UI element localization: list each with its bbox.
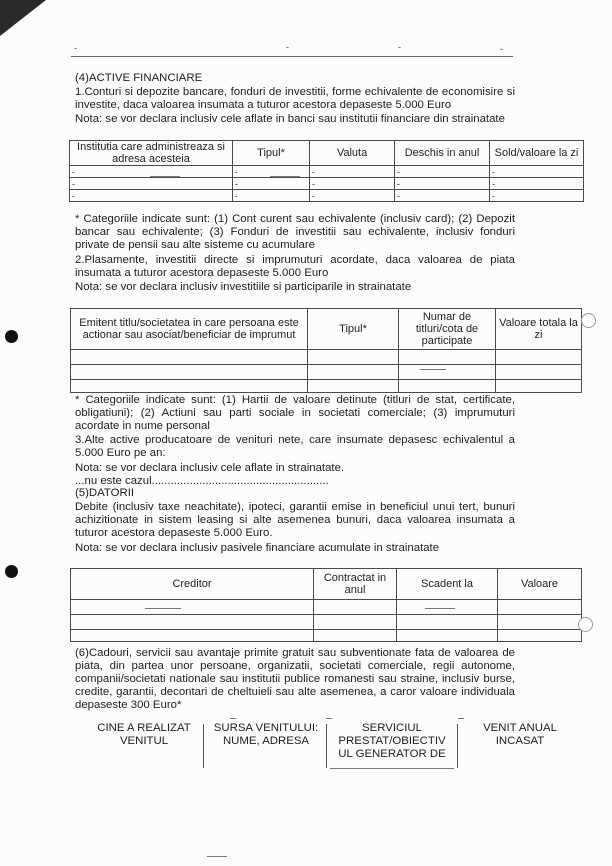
- gifts-col-who: CINE A REALIZAT VENITUL: [97, 722, 191, 747]
- table-cell: [314, 615, 397, 630]
- table-row: [71, 365, 582, 380]
- section4-item1-note: Nota: se vor declara inclusiv cele aflate in banci sau institutii financiare din strainatate: [75, 113, 505, 125]
- table-row: [70, 178, 584, 190]
- gifts-col-income: VENIT ANUAL INCASAT: [483, 722, 557, 747]
- table-cell: [399, 350, 496, 365]
- table-cell: [496, 350, 582, 365]
- table-row: [71, 350, 582, 365]
- col-header-issuer: Emitent titlu/societatea in care persoana este actionar sau asociat/beneficiar de imprumut: [71, 309, 308, 350]
- accounts-footnote: * Categoriile indicate sunt: (1) Cont curent sau echivalente (inclusiv card); (2) Depozit bancar sau echivalente; (3) Fonduri de investitii sau echivalente, inclusiv fonduri private de pensii sau alte sisteme cu acumulare: [75, 213, 515, 251]
- table-cell: [71, 380, 308, 393]
- investments-footnote: * Categoriile indicate sunt: (1) Hartii de valoare detinute (titluri de stat, certificate, obligatiuni); (2) Actiuni sau parti sociale in societati comerciale; (3) imprumuturi acordate in nume personal: [75, 394, 515, 432]
- table-cell: -: [233, 178, 310, 190]
- section5-title: (5)DATORII: [75, 487, 135, 499]
- col-header-creditor: Creditor: [71, 569, 314, 600]
- table-cell: [399, 380, 496, 393]
- table-cell: [399, 365, 496, 380]
- section4-item2-heading: 2.Plasamente, investitii directe si imprumuturi acordate, daca valoarea de piata insumata a tuturor acestora depaseste 5.000 Euro: [75, 254, 515, 279]
- top-row-dash: -: [74, 43, 77, 53]
- top-row-dash: -: [398, 42, 401, 52]
- table-cell: [397, 630, 498, 642]
- table-cell: -: [490, 178, 584, 190]
- top-row-dash: -: [500, 44, 503, 54]
- handwritten-stroke: [420, 369, 446, 370]
- handwritten-stroke: [145, 608, 181, 609]
- table-cell: -: [395, 190, 490, 202]
- table-cell: -: [395, 166, 490, 178]
- section4-item3-note: Nota: se vor declara inclusiv cele aflate in strainatate.: [75, 462, 345, 474]
- table-cell: -: [310, 190, 395, 202]
- col-header-total-value: Valoare totala la zi: [496, 309, 582, 350]
- bottom-mark: [207, 856, 227, 857]
- gifts-col-divider: [457, 724, 458, 768]
- table-cell: -: [310, 178, 395, 190]
- table-cell: [71, 615, 314, 630]
- table-cell: [397, 615, 498, 630]
- table-cell: [71, 630, 314, 642]
- table-top-tick: [326, 718, 332, 719]
- handwritten-stroke: [425, 608, 455, 609]
- binder-hole: [5, 565, 18, 578]
- col-header-contracted-year: Contractat in anul: [314, 569, 397, 600]
- table-cell: [71, 365, 308, 380]
- table-row: [71, 630, 582, 642]
- table-cell: [496, 365, 582, 380]
- gifts-col-service: SERVICIUL PRESTAT/OBIECTIV UL GENERATOR DE: [338, 722, 446, 760]
- punch-ring: [581, 313, 596, 328]
- table-cell: -: [70, 178, 233, 190]
- table-cell: -: [70, 190, 233, 202]
- section4-item2-note: Nota: se vor declara inclusiv investitiile si participarile in strainatate: [75, 281, 412, 293]
- table-cell: -: [70, 166, 233, 178]
- table-cell: [308, 380, 399, 393]
- section6-body: (6)Cadouri, servicii sau avantaje primite gratuit sau subventionate fata de valoarea de piata, din partea unor persoane, organizatii, societati comerciale, regii autonome, companii/societati nationale sau institutii publice romanesti sau straine, inclusiv burse, credite, garantii, decontari de cheltuieli sau alte asemenea, a caror valoare individuala depaseste 300 Euro*: [75, 647, 515, 711]
- table-cell: -: [233, 190, 310, 202]
- debts-table: [70, 568, 582, 642]
- col-header-opened-year: Deschis in anul: [395, 141, 490, 166]
- binder-hole: [5, 330, 18, 343]
- col-header-institution: Institutia care administreaza si adresa acesteia: [70, 141, 233, 166]
- table-cell: -: [490, 190, 584, 202]
- table-cell: [496, 380, 582, 393]
- col-header-currency: Valuta: [310, 141, 395, 166]
- investments-table: [70, 308, 582, 393]
- section4-item3-answer: ...nu este cazul........................................................: [75, 475, 329, 487]
- table-row: [70, 190, 584, 202]
- table-row: [71, 380, 582, 393]
- section5-note: Nota: se vor declara inclusiv pasivele financiare acumulate in strainatate: [75, 542, 440, 554]
- gifts-col-divider: [203, 724, 204, 768]
- accounts-table: [69, 140, 584, 202]
- table-cell: -: [490, 166, 584, 178]
- table-cell: [397, 600, 498, 615]
- col-header-due: Scadent la: [397, 569, 498, 600]
- gifts-col-bottom: [330, 768, 454, 769]
- table-cell: -: [395, 178, 490, 190]
- table-cell: [498, 615, 582, 630]
- gifts-col-source: SURSA VENITULUI: NUME, ADRESA: [213, 722, 319, 747]
- table-top-tick: [458, 718, 464, 719]
- col-header-value: Valoare: [498, 569, 582, 600]
- col-header-shares: Numar de titluri/cota de participate: [399, 309, 496, 350]
- col-header-type: Tipul*: [233, 141, 310, 166]
- table-cell: [314, 630, 397, 642]
- table-cell: [498, 600, 582, 615]
- table-row: [71, 615, 582, 630]
- col-header-balance: Sold/valoare la zi: [490, 141, 584, 166]
- table-top-tick: [230, 718, 236, 719]
- section5-body: Debite (inclusiv taxe neachitate), ipoteci, garantii emise in beneficiul unui tert, bunuri achizitionate in sistem leasing si alte asemenea bunuri, daca valoarea insumata a tuturor acestora depaseste 5.000 Euro.: [75, 501, 515, 539]
- folded-corner: [0, 0, 46, 36]
- table-cell: [308, 350, 399, 365]
- table-row: [70, 166, 584, 178]
- top-row-dash: -: [286, 42, 289, 52]
- handwritten-stroke: [270, 176, 300, 177]
- table-cell: [498, 630, 582, 642]
- punch-ring: [578, 617, 593, 632]
- table-cell: -: [233, 166, 310, 178]
- table-cell: -: [310, 166, 395, 178]
- table-row: [71, 600, 582, 615]
- table-cell: [308, 365, 399, 380]
- top-table-border: [71, 56, 513, 57]
- section4-item1-heading: 1.Conturi si depozite bancare, fonduri de investitii, forme echivalente de economisire si investite, daca valoarea insumata a tuturor acestora depaseste 5.000 Euro: [75, 86, 515, 111]
- handwritten-stroke: [150, 176, 180, 177]
- table-cell: [71, 600, 314, 615]
- section4-title: (4)ACTIVE FINANCIARE: [75, 72, 203, 84]
- section4-item3-heading: 3.Alte active producatoare de venituri nete, care insumate depasesc echivalentul a 5.000 Euro pe an:: [75, 434, 515, 459]
- table-cell: [314, 600, 397, 615]
- gifts-col-divider: [326, 724, 327, 768]
- col-header-type: Tipul*: [308, 309, 399, 350]
- table-cell: [71, 350, 308, 365]
